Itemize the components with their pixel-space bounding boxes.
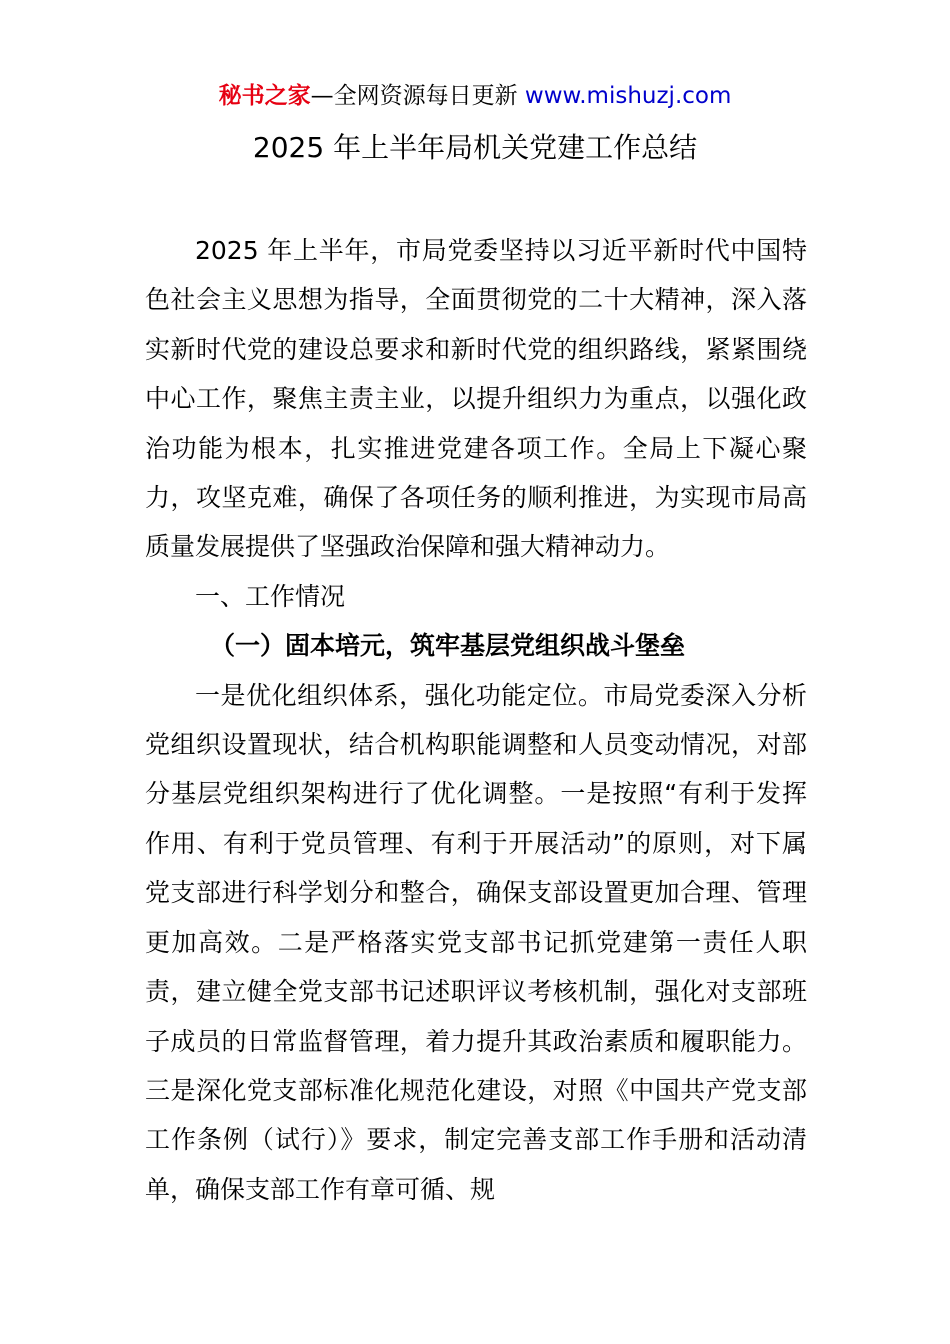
document-body (145, 226, 807, 1214)
subsection-heading: （一）固本培元，筑牢基层党组织战斗堡垒 (210, 631, 686, 661)
intro-paragraph: 2025 年上半年，市局党委坚持以习近平新时代中国特色社会主义思想为指导，全面贯彻党的二十大精神，深入落实新时代党的建设总要求和新时代党的组织路线，紧紧围绕中心工作，聚焦主责主业，以提升组织力为重点，以强化政治功能为根本，扎实推进党建各项工作。全局上下凝心聚力，攻坚克难，确保了各项任务的顺利推进，为实现市局高质量发展提供了坚强政治保障和强大精神动力。 (145, 236, 807, 562)
document-title: 2025 年上半年局机关党建工作总结 (252, 131, 698, 164)
header-tagline: —全网资源每日更新 (310, 83, 525, 109)
section-heading: 一、工作情况 (195, 581, 346, 611)
body-paragraph: 一是优化组织体系，强化功能定位。市局党委深入分析党组织设置现状，结合机构职能调整和人员变动情况，对部分基层党组织架构进行了优化调整。一是按照“有利于发挥作用、有利于党员管理、有利于开展活动”的原则，对下属党支部进行科学划分和整合，确保支部设置更加合理、管理更加高效。二是严格落实党支部书记抓党建第一责任人职责，建立健全党支部书记述职评议考核机制，强化对支部班子成员的日常监督管理，着力提升其政治素质和履职能力。三是深化党支部标准化规范化建设，对照《中国共产党支部工作条例（试行）》要求，制定完善支部工作手册和活动清单，确保支部工作有章可循、规 (145, 680, 807, 1204)
brand-name: 秘书之家 (218, 83, 311, 109)
site-header (0, 80, 950, 112)
site-url-link[interactable]: www.mishuzj.com (524, 83, 732, 109)
